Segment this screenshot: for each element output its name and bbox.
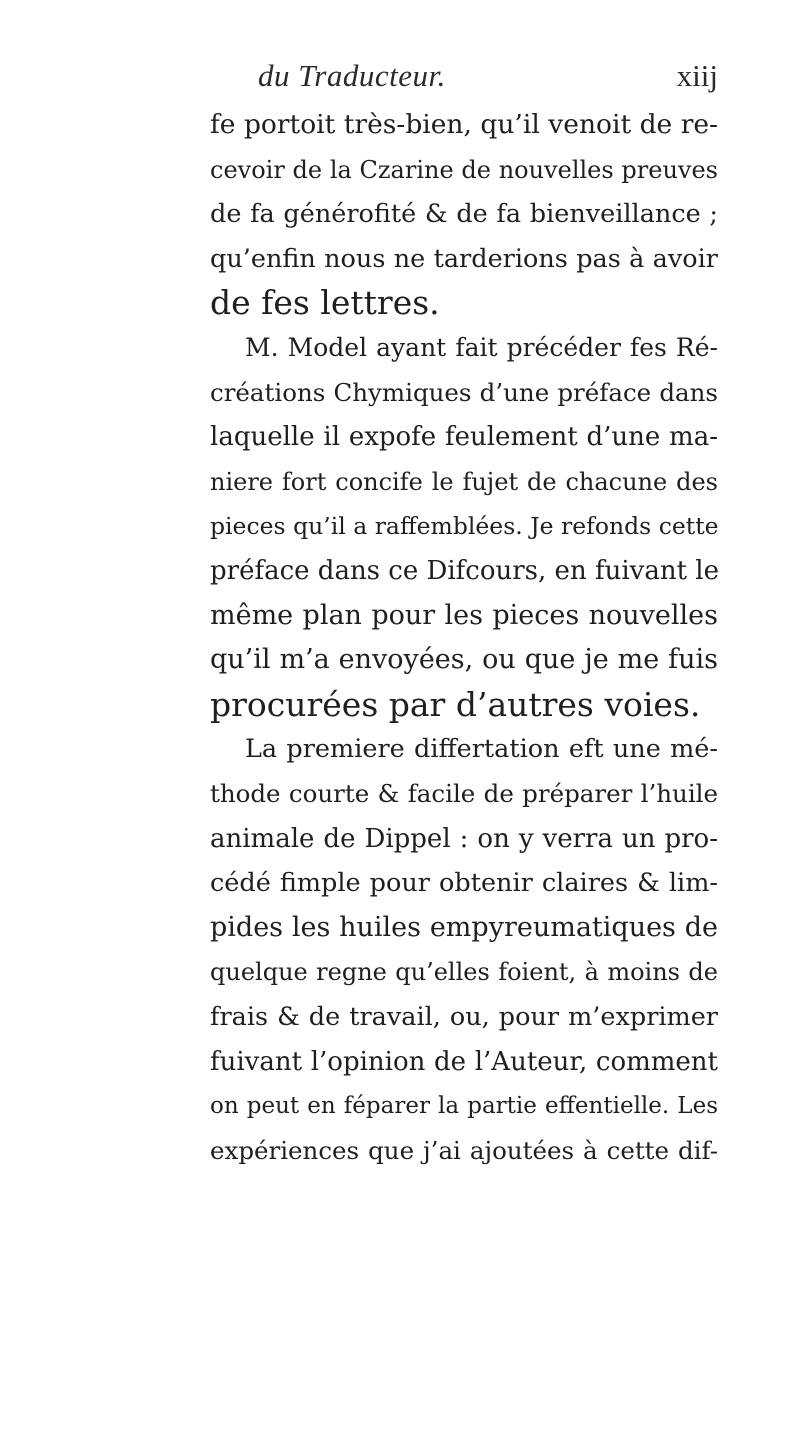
text-line: préface dans ce Difcours, en fuivant le <box>210 556 719 586</box>
text-line: de fa générofité & de fa bienveillance ; <box>210 199 718 229</box>
page-number: xiij <box>676 58 718 93</box>
text-line: niere fort concife le fujet de chacune des <box>210 468 718 496</box>
text-line: M. Model ayant fait précéder fes Ré- <box>245 333 718 362</box>
text-line: procurées par d’autres voies. <box>210 685 701 724</box>
text-line: créations Chymiques d’une préface dans <box>210 378 718 407</box>
text-line: fuivant l’opinion de l’Auteur, comment <box>210 1047 718 1077</box>
text-line: qu’il m’a envoyées, ou que je me fuis <box>210 644 718 675</box>
text-line: La premiere differtation eft une mé- <box>245 734 718 764</box>
text-line: animale de Dippel : on y verra un pro- <box>210 824 718 854</box>
running-header <box>258 58 718 108</box>
text-line: expériences que j’ai ajoutées à cette dif- <box>210 1136 718 1165</box>
text-line: laquelle il expofe feulement d’une ma- <box>210 422 718 452</box>
text-line: frais & de travail, ou, pour m’exprimer <box>210 1002 718 1032</box>
text-line: pieces qu’il a raffemblées. Je refonds cette <box>210 512 719 540</box>
text-line: fe portoit très-bien, qu’il venoit de re- <box>210 109 718 140</box>
text-line: pides les huiles empyreumatiques de <box>210 912 718 943</box>
text-line: cevoir de la Czarine de nouvelles preuves <box>210 156 718 184</box>
text-line: on peut en féparer la partie effentielle. Les <box>210 1093 718 1119</box>
text-line: qu’enfin nous ne tarderions pas à avoir <box>210 244 718 274</box>
text-line: de fes lettres. <box>210 283 440 322</box>
text-line: même plan pour les pieces nouvelles <box>210 600 718 631</box>
text-line: cédé fimple pour obtenir claires & lim- <box>210 868 718 898</box>
text-line: quelque regne qu’elles foient, à moins de <box>210 958 718 986</box>
text-line: thode courte & facile de préparer l’huile <box>210 779 718 808</box>
running-title: du Traducteur. <box>258 58 446 93</box>
